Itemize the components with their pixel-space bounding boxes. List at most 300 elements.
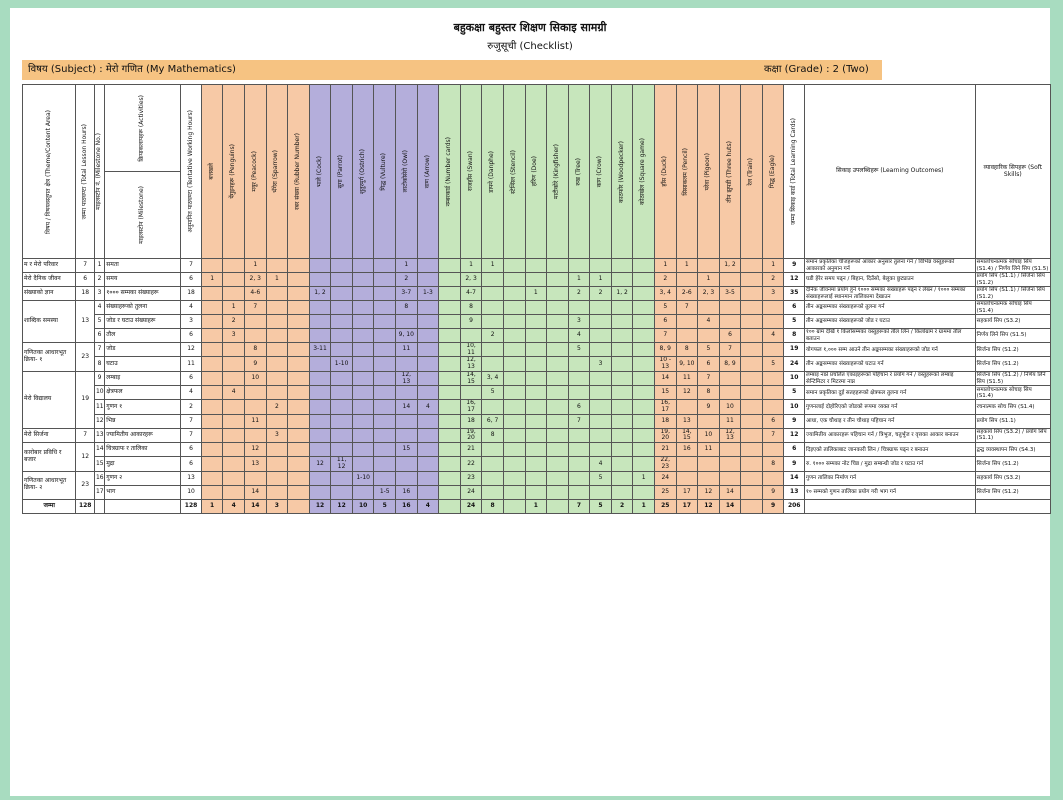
row-card-cell: [331, 301, 353, 315]
row-card-cell: [331, 400, 353, 414]
row-card-cell: 9: [762, 485, 784, 499]
row-card-cell: 4-6: [244, 287, 266, 301]
row-card-cell: 8, 9: [719, 357, 741, 371]
row-card-cell: 8: [676, 343, 698, 357]
header-card-label: वाण (Arrow): [423, 154, 431, 189]
row-card-cell: 13: [676, 414, 698, 428]
row-card-cell: [374, 301, 396, 315]
header-card-16: [525, 85, 547, 259]
row-card-cell: 11: [244, 414, 266, 428]
row-card-cell: 1: [762, 259, 784, 273]
row-card-cell: [633, 287, 655, 301]
row-card-cell: 1: [654, 259, 676, 273]
row-card-cell: [352, 329, 374, 343]
row-card-cell: [352, 414, 374, 428]
row-card-cell: [590, 259, 612, 273]
row-card-cell: [201, 287, 223, 301]
document-title: बहुकक्षा बहुस्तर शिक्षण सिकाइ सामग्री: [453, 21, 607, 34]
row-hours: 7: [76, 259, 95, 273]
row-card-cell: [547, 371, 569, 385]
row-card-cell: [201, 259, 223, 273]
row-card-cell: [698, 259, 720, 273]
row-soft-skill: निर्णय लिने सिप (S1.5): [975, 329, 1050, 343]
row-milestone: घटाउ: [105, 357, 181, 371]
row-card-cell: 10: [244, 371, 266, 385]
header-card-label: डाफ्ने (Danphe): [488, 150, 496, 193]
row-card-cell: [309, 386, 331, 400]
row-card-cell: 14: [396, 400, 418, 414]
row-card-cell: [331, 343, 353, 357]
row-card-cell: [288, 329, 310, 343]
row-theme: कारोबार प्रविधि र बजार: [23, 443, 76, 471]
row-card-cell: [223, 343, 245, 357]
row-soft-skill: सिर्जना सिप (S1.2): [975, 343, 1050, 357]
row-card-cell: [611, 273, 633, 287]
row-card-cell: [482, 287, 504, 301]
row-card-cell: [525, 259, 547, 273]
row-card-cell: 23: [460, 471, 482, 485]
row-card-cell: [352, 400, 374, 414]
row-card-cell: [331, 287, 353, 301]
row-card-cell: [288, 259, 310, 273]
row-card-cell: [611, 371, 633, 385]
row-card-cell: [309, 301, 331, 315]
row-card-cell: 5: [482, 386, 504, 400]
row-card-cell: [590, 485, 612, 499]
row-card-cell: 10: [698, 428, 720, 442]
row-card-cell: [633, 457, 655, 471]
row-soft-skill: सहकार्य सिप (S3.2): [975, 471, 1050, 485]
row-milestone: तौल: [105, 329, 181, 343]
row-card-cell: [676, 400, 698, 414]
header-card-label: हाँस (Duck): [660, 156, 668, 187]
row-tentative-hours: 7: [181, 428, 202, 442]
totals-card-cell: 1: [633, 499, 655, 513]
row-theme: गणितका आधारभूत क्रिया- २: [23, 471, 76, 499]
row-card-cell: [719, 315, 741, 329]
row-tentative-hours: 7: [181, 259, 202, 273]
header-card-22: [654, 85, 676, 259]
totals-card-cell: 17: [676, 499, 698, 513]
row-tentative-hours: 3: [181, 315, 202, 329]
row-card-cell: [352, 301, 374, 315]
row-card-cell: 1: [266, 273, 288, 287]
row-card-cell: [741, 400, 763, 414]
row-card-cell: [417, 386, 439, 400]
row-total-cards: 6: [784, 443, 805, 457]
row-card-cell: [374, 343, 396, 357]
row-card-cell: 21: [654, 443, 676, 457]
row-card-cell: 4: [417, 400, 439, 414]
row-milestone: १००० सम्मका संख्याहरू: [105, 287, 181, 301]
row-card-cell: [223, 443, 245, 457]
row-tentative-hours: 12: [181, 343, 202, 357]
totals-card-cell: 2: [611, 499, 633, 513]
header-card-label: रेल (Train): [747, 157, 755, 186]
row-card-cell: 14: [244, 485, 266, 499]
header-card-20: [611, 85, 633, 259]
row-card-cell: [525, 329, 547, 343]
row-card-cell: 7: [762, 428, 784, 442]
row-card-cell: 3-5: [719, 287, 741, 301]
row-card-cell: [525, 301, 547, 315]
row-card-cell: [266, 485, 288, 499]
row-theme: संख्याको ज्ञान: [23, 287, 76, 301]
row-card-cell: 11: [396, 343, 418, 357]
row-card-cell: [547, 400, 569, 414]
header-milestone-no: [94, 85, 104, 259]
row-card-cell: [525, 343, 547, 357]
row-card-cell: [352, 485, 374, 499]
row-card-cell: [331, 329, 353, 343]
row-card-cell: [223, 273, 245, 287]
row-card-cell: [439, 414, 461, 428]
row-card-cell: [525, 273, 547, 287]
header-card-label: काग (Crow): [596, 155, 604, 188]
row-card-cell: [374, 315, 396, 329]
header-card-label: काठफोर (Woodpecker): [617, 140, 625, 203]
checklist-table: [22, 84, 1051, 514]
row-card-cell: [525, 471, 547, 485]
row-card-cell: [288, 371, 310, 385]
header-card-25: [719, 85, 741, 259]
row-card-cell: [331, 485, 353, 499]
row-card-cell: [439, 457, 461, 471]
row-total-cards: 6: [784, 301, 805, 315]
row-hours: 7: [76, 428, 95, 442]
row-learning-outcome: रु. १००० सम्मका नोट चिन्न / मुद्रा सम्बन्धी जोड र घटाउ गर्न: [804, 457, 975, 471]
totals-card-cell: 12: [331, 499, 353, 513]
row-card-cell: [201, 315, 223, 329]
row-card-cell: [352, 386, 374, 400]
row-card-cell: 16, 17: [460, 400, 482, 414]
row-card-cell: [482, 485, 504, 499]
header-milestone-text: माइलस्टोन (Milestone): [138, 186, 146, 244]
header-card-15: [503, 85, 525, 259]
row-card-cell: [547, 315, 569, 329]
row-card-cell: [676, 457, 698, 471]
row-card-cell: [266, 414, 288, 428]
row-card-cell: [201, 443, 223, 457]
header-card-10: [396, 85, 418, 259]
row-hours: 23: [76, 343, 95, 372]
header-card-label: राजहाँस (Swan): [466, 151, 474, 192]
row-card-cell: [719, 301, 741, 315]
row-tentative-hours: 6: [181, 273, 202, 287]
row-card-cell: [525, 400, 547, 414]
row-card-cell: [611, 485, 633, 499]
totals-empty: [94, 499, 104, 513]
row-card-cell: [374, 329, 396, 343]
row-card-cell: [568, 443, 590, 457]
row-card-cell: [396, 386, 418, 400]
totals-card-cell: 1: [525, 499, 547, 513]
row-card-cell: [309, 371, 331, 385]
row-card-cell: [676, 329, 698, 343]
row-card-cell: 5: [654, 301, 676, 315]
row-card-cell: [309, 443, 331, 457]
row-card-cell: [633, 259, 655, 273]
row-card-cell: [719, 457, 741, 471]
row-soft-skill: सिर्जना सिप (S1.2): [975, 457, 1050, 471]
header-card-18: [568, 85, 590, 259]
table-row: [23, 287, 1051, 301]
row-card-cell: [331, 386, 353, 400]
row-milestone-no: 8: [94, 357, 104, 371]
row-soft-skill: प्रयोग सिप (S1.1) / सिर्जना सिप (S1.2): [975, 273, 1050, 287]
row-soft-skill: समालोचनात्मक सोचाइ सिप (S1.4): [975, 301, 1050, 315]
row-card-cell: [611, 414, 633, 428]
row-card-cell: 11: [676, 371, 698, 385]
row-card-cell: 1: [396, 259, 418, 273]
row-card-cell: [439, 428, 461, 442]
row-card-cell: [374, 471, 396, 485]
row-card-cell: [719, 371, 741, 385]
row-total-cards: 9: [784, 414, 805, 428]
row-card-cell: 7: [244, 301, 266, 315]
row-card-cell: [547, 471, 569, 485]
row-learning-outcome: समान प्रकृतिका चीजहरूको आकार अनुसार तुलना गर्न / विभिन्न वस्तुहरूको आकारको अनुमान गर्न: [804, 259, 975, 273]
row-total-cards: 19: [784, 343, 805, 357]
row-card-cell: 12: [309, 457, 331, 471]
row-card-cell: [417, 273, 439, 287]
row-card-cell: [331, 443, 353, 457]
row-card-cell: [525, 414, 547, 428]
row-card-cell: [741, 301, 763, 315]
table-row: [23, 329, 1051, 343]
row-card-cell: [331, 471, 353, 485]
row-card-cell: 4-7: [460, 287, 482, 301]
totals-empty: [804, 499, 975, 513]
header-card-11: [417, 85, 439, 259]
table-row: [23, 301, 1051, 315]
row-card-cell: [633, 400, 655, 414]
row-card-cell: 4: [762, 329, 784, 343]
row-card-cell: [741, 428, 763, 442]
row-card-cell: [698, 414, 720, 428]
row-card-cell: [288, 343, 310, 357]
row-card-cell: 14: [719, 485, 741, 499]
table-row: [23, 428, 1051, 442]
totals-card-cell: 7: [568, 499, 590, 513]
row-card-cell: [611, 400, 633, 414]
header-milestone-no-text: माइलस्टोन नं. (Milestone No.): [95, 133, 103, 210]
row-card-cell: [590, 386, 612, 400]
header-card-label: नम्बरकार्ड (Number cards): [445, 136, 453, 207]
row-card-cell: 12: [244, 443, 266, 457]
totals-row: [23, 499, 1051, 513]
row-learning-outcome: दैनिक जीवनमा प्रयोग हुने १००० सम्मका संख्याहरू पढ्न र लेख्न / १००० सम्मका संख्याहरूलाई स्थानमान तालिकामा देखाउन: [804, 287, 975, 301]
row-card-cell: [633, 357, 655, 371]
row-milestone-no: 2: [94, 273, 104, 287]
row-card-cell: [223, 485, 245, 499]
row-card-cell: [244, 386, 266, 400]
row-card-cell: [676, 273, 698, 287]
row-card-cell: [201, 400, 223, 414]
row-card-cell: [611, 315, 633, 329]
row-card-cell: [288, 457, 310, 471]
header-card-7: [331, 85, 353, 259]
table-row: [23, 471, 1051, 485]
header-hours-text: जम्मा पाठघण्टा (Total Lesson Hours): [80, 123, 88, 220]
row-milestone-no: 7: [94, 343, 104, 357]
row-card-cell: [762, 371, 784, 385]
row-card-cell: [547, 386, 569, 400]
totals-label: जम्मा: [23, 499, 76, 513]
row-card-cell: 2: [590, 287, 612, 301]
row-card-cell: [633, 414, 655, 428]
header-card-label: भाले (Cock): [315, 155, 323, 188]
row-card-cell: [633, 343, 655, 357]
row-tentative-hours: 4: [181, 301, 202, 315]
row-card-cell: [309, 357, 331, 371]
row-tentative-hours: 18: [181, 287, 202, 301]
header-card-label: कोठाखेल (Square game): [639, 138, 647, 205]
row-card-cell: [417, 371, 439, 385]
totals-card-cell: 9: [762, 499, 784, 513]
header-card-27: [762, 85, 784, 259]
table-row: [23, 343, 1051, 357]
row-card-cell: [633, 329, 655, 343]
row-card-cell: [396, 315, 418, 329]
row-tentative-hours: 11: [181, 357, 202, 371]
row-card-cell: [547, 485, 569, 499]
row-card-cell: 1, 2: [309, 287, 331, 301]
row-card-cell: 1: [590, 273, 612, 287]
row-milestone: समय: [105, 273, 181, 287]
row-card-cell: [547, 428, 569, 442]
row-theme: म र मेरो परिवार: [23, 259, 76, 273]
row-card-cell: [482, 457, 504, 471]
row-card-cell: [503, 357, 525, 371]
row-card-cell: [698, 471, 720, 485]
subject-label: विषय (Subject) : मेरो गणित (My Mathematics): [28, 64, 236, 75]
row-card-cell: [223, 471, 245, 485]
row-card-cell: 8: [482, 428, 504, 442]
row-card-cell: [374, 443, 396, 457]
row-card-cell: 24: [460, 485, 482, 499]
row-card-cell: [741, 485, 763, 499]
table-row: [23, 386, 1051, 400]
header-card-label: हरिण (Doe): [531, 156, 539, 187]
totals-empty: [105, 499, 181, 513]
row-total-cards: 14: [784, 471, 805, 485]
row-card-cell: 9, 10: [676, 357, 698, 371]
totals-card-cell: 8: [482, 499, 504, 513]
row-card-cell: [633, 273, 655, 287]
row-tentative-hours: 7: [181, 414, 202, 428]
row-card-cell: 18: [460, 414, 482, 428]
row-card-cell: [633, 443, 655, 457]
row-card-cell: [525, 371, 547, 385]
row-total-cards: 9: [784, 259, 805, 273]
row-card-cell: [698, 457, 720, 471]
row-card-cell: [503, 259, 525, 273]
row-card-cell: [633, 386, 655, 400]
totals-card-cell: 5: [590, 499, 612, 513]
row-total-cards: 10: [784, 400, 805, 414]
row-milestone: गुणन २: [105, 471, 181, 485]
row-card-cell: [352, 287, 374, 301]
row-card-cell: 24: [654, 471, 676, 485]
row-card-cell: [374, 273, 396, 287]
row-card-cell: 1: [482, 259, 504, 273]
table-row: [23, 259, 1051, 273]
row-theme: मेरो विद्यालय: [23, 371, 76, 428]
row-card-cell: [288, 386, 310, 400]
row-card-cell: [352, 357, 374, 371]
row-card-cell: 13: [244, 457, 266, 471]
row-card-cell: [417, 259, 439, 273]
row-card-cell: 9, 10: [396, 329, 418, 343]
row-card-cell: [439, 315, 461, 329]
header-card-12: [439, 85, 461, 259]
row-card-cell: [309, 471, 331, 485]
row-card-cell: [223, 259, 245, 273]
row-hours: 18: [76, 287, 95, 301]
table-row: [23, 414, 1051, 428]
totals-tentative: 128: [181, 499, 202, 513]
row-card-cell: 6: [719, 329, 741, 343]
row-card-cell: [568, 371, 590, 385]
row-card-cell: [266, 471, 288, 485]
row-card-cell: 3: [223, 329, 245, 343]
totals-total-cards: 206: [784, 499, 805, 513]
row-card-cell: [266, 287, 288, 301]
row-hours: 13: [76, 301, 95, 343]
row-card-cell: 11: [698, 443, 720, 457]
header-total-cards-text: जम्मा सिकाइ कार्ड (Total Learning Cards): [789, 118, 797, 225]
row-card-cell: 1-10: [331, 357, 353, 371]
row-card-cell: 4: [223, 386, 245, 400]
row-card-cell: [201, 371, 223, 385]
row-card-cell: 4: [568, 329, 590, 343]
row-card-cell: [633, 315, 655, 329]
row-card-cell: [482, 400, 504, 414]
row-milestone: जोड र घटाउ संख्याहरू: [105, 315, 181, 329]
row-milestone: समता: [105, 259, 181, 273]
row-card-cell: 8, 9: [654, 343, 676, 357]
row-card-cell: [223, 414, 245, 428]
header-card-label: बत्तखले: [207, 163, 215, 180]
row-card-cell: [719, 443, 741, 457]
row-card-cell: [482, 443, 504, 457]
row-card-cell: [719, 471, 741, 485]
row-card-cell: [374, 428, 396, 442]
row-card-cell: 4: [590, 457, 612, 471]
row-card-cell: [525, 443, 547, 457]
row-card-cell: 9: [698, 400, 720, 414]
row-card-cell: [611, 457, 633, 471]
header-card-label: भँगेरा (Sparrow): [272, 150, 280, 193]
header-card-9: [374, 85, 396, 259]
row-card-cell: [201, 301, 223, 315]
header-skills: व्यावहारिक सिपहरू (Soft Skills): [975, 85, 1050, 259]
row-milestone-no: 16: [94, 471, 104, 485]
row-card-cell: [331, 273, 353, 287]
row-learning-outcome: घडी हेरेर समय पढ्न / बिहान, दिउँसो, बेलुका छुट्याउन: [804, 273, 975, 287]
row-milestone-no: 17: [94, 485, 104, 499]
row-card-cell: [352, 273, 374, 287]
row-card-cell: [482, 343, 504, 357]
row-card-cell: [374, 371, 396, 385]
row-card-cell: [396, 414, 418, 428]
row-card-cell: [374, 259, 396, 273]
row-card-cell: [266, 343, 288, 357]
row-card-cell: [439, 357, 461, 371]
row-card-cell: 14: [654, 371, 676, 385]
row-card-cell: [676, 471, 698, 485]
